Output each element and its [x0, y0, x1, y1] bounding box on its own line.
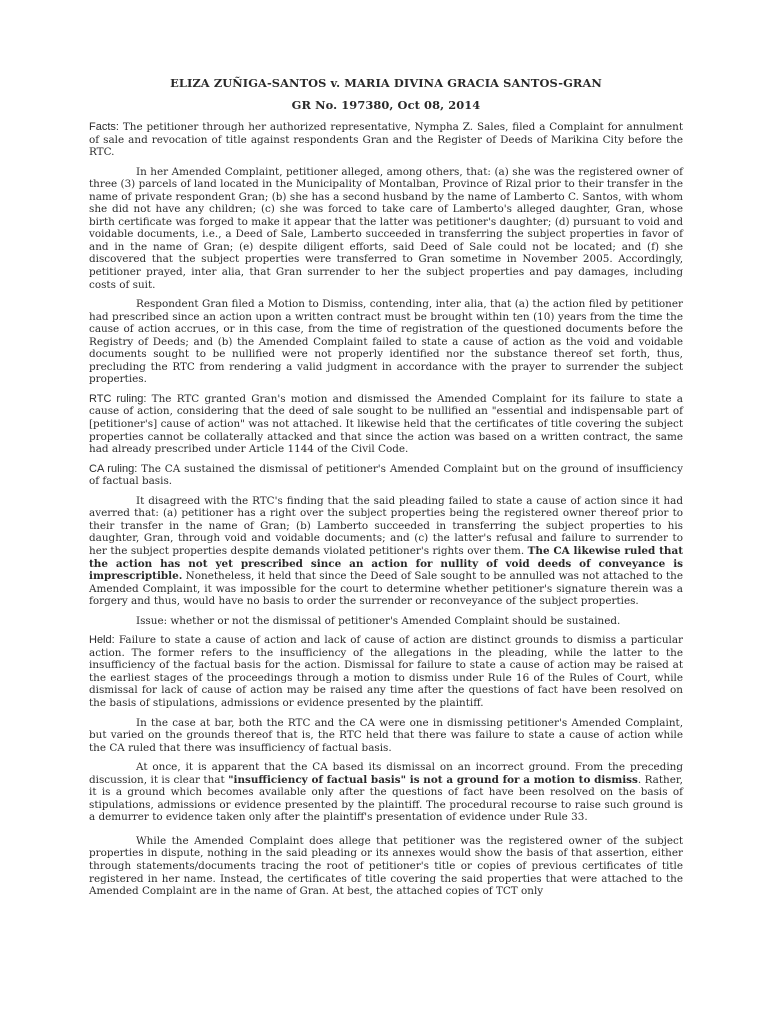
- facts-paragraph: [89, 121, 683, 159]
- at-once-paragraph: [89, 761, 683, 824]
- facts-text: The petitioner through her authorized representative, Nympha Z. Sales, filed a Complaint for annulment of sale and revocation of title against respondents Gran and the Register of Deeds of Marikina City before the RTC.: [89, 121, 683, 159]
- disagreed-text-1: It disagreed with the RTC's finding that the said pleading failed to state a cause of action since it had averred that: (a) petitioner has a right over the subject properties being the registered owner thereof prior to their transfer in the name of Gran; (b) Lamberto succeeded in transferring the subject properties to his daughter, Gran, through void and voidable documents; and (c) the latter's refusal and failure to surrender to her the subject properties despite demands violated petitioner's rights over them.: [89, 494, 683, 557]
- held-paragraph: [89, 634, 683, 709]
- while-paragraph: While the Amended Complaint does allege that petitioner was the registered owner of the subject properties in dispute, nothing in the said pleading or its annexes would show the basis of that assertion, either through statements/documents tracing the root of petitioner's title or copies of previous certificates of title registered in her name. Instead, the certificates of title covering the said properties that were attached to the Amended Complaint are in the name of Gran. At best, the attached copies of TCT only: [89, 834, 683, 898]
- at-once-text-1: At once, it is apparent that the CA based its dismissal on an incorrect ground. From the preceding discussion, it is clear that: [89, 761, 683, 786]
- at-once-text-2: . Rather, it is a ground which becomes available only after the questions of fact have been resolved on the basis of stipulations, admissions or evidence presented by the plaintiff. The procedural recourse to raise such ground is a demurrer to evidence taken only after the plaintiff's presentation of evidence under Rule 33.: [89, 773, 683, 824]
- amended-complaint-paragraph: In her Amended Complaint, petitioner alleged, among others, that: (a) she was the registered owner of three (3) parcels of land located in the Municipality of Montalban, Province of Rizal prior to their transfer in the name of private respondent Gran; (b) she has a second husband by the name of Lamberto C. Santos, with whom she did not have any children; (c) she was forced to take care of Lamberto's alleged daughter, Gran, whose birth certificate was forged to make it appear that the latter was petitioner's daughter; (d) pursuant to void and voidable documents, i.e., a Deed of Sale, Lamberto succeeded in transferring the subject properties in favor of and in the name of Gran; (e) despite diligent efforts, said Deed of Sale could not be located; and (f) she discovered that the subject properties were transferred to Gran sometime in November 2005. Accordingly, petitioner prayed, inter alia, that Gran surrender to her the subject properties and pay damages, including costs of suit.: [89, 165, 683, 291]
- rtc-ruling-paragraph: [89, 393, 683, 456]
- ca-ruling-text: The CA sustained the dismissal of petitioner's Amended Complaint but on the ground of insufficiency of factual basis.: [89, 462, 683, 488]
- held-text: Failure to state a cause of action and lack of cause of action are distinct grounds to dismiss a particular action. The former refers to the insufficiency of the allegations in the pleading, while the latter to the insufficiency of the factual basis for the action. Dismissal for failure to state a cause of action may be raised at the earliest stages of the proceedings through a motion to dismiss under Rule 16 of the Rules of Court, while dismissal for lack of cause of action may be raised any time after the questions of fact have been resolved on the basis of stipulations, admissions or evidence presented by the plaintiff.: [89, 634, 683, 709]
- issue-paragraph: Issue: whether or not the dismissal of petitioner's Amended Complaint should be sustained.: [136, 614, 621, 627]
- rtc-ruling-label: RTC ruling:: [89, 392, 147, 405]
- gr-number: GR No. 197380, Oct 08, 2014: [291, 98, 481, 112]
- case-title: ELIZA ZUÑIGA-SANTOS v. MARIA DIVINA GRACIA SANTOS-GRAN: [170, 76, 602, 90]
- facts-label: Facts:: [89, 121, 119, 133]
- rtc-ruling-text: The RTC granted Gran's motion and dismissed the Amended Complaint for its failure to state a cause of action, considering that the deed of sale sought to be nullified an "essential and indispensable part of [petitioner's] cause of action" was not attached. It likewise held that the certificates of title covering the subject properties cannot be collaterally attacked and that since the action was based on a written contract, the same had already prescribed under Article 1144 of the Civil Code.: [89, 392, 683, 456]
- ca-ruling-paragraph: [89, 463, 683, 488]
- motion-to-dismiss-paragraph: Respondent Gran filed a Motion to Dismiss, contending, inter alia, that (a) the action filed by petitioner had prescribed since an action upon a written contract must be brought within ten (10) years from the time the cause of action accrues, or in this case, from the time of registration of the questioned documents before the Registry of Deeds; and (b) the Amended Complaint failed to state a cause of action as the void and voidable documents sought to be nullified were not properly identified nor the substance thereof set forth, thus, precluding the RTC from rendering a valid judgment in accordance with the prayer to surrender the subject properties.: [89, 298, 683, 386]
- held-label: Held:: [89, 634, 115, 647]
- disagreed-bold-text: The CA likewise ruled that the action has not yet prescribed since an action for nullity of void deeds of conveyance is imprescriptible.: [89, 544, 683, 583]
- disagreed-text-2: Nonetheless, it held that since the Deed of Sale sought to be annulled was not attached to the Amended Complaint, it was impossible for the court to determine whether petitioner's signature therein was a forgery and thus, would have no basis to order the surrender or reconveyance of the subject properties.: [89, 570, 683, 608]
- case-at-bar-paragraph: In the case at bar, both the RTC and the CA were one in dismissing petitioner's Amended Complaint, but varied on the grounds thereof that is, the RTC held that there was failure to state a cause of action while the CA ruled that there was insufficiency of factual basis.: [89, 716, 683, 754]
- disagreed-paragraph: [89, 495, 683, 608]
- ca-ruling-label: CA ruling:: [89, 462, 138, 475]
- at-once-bold-text: "insufficiency of factual basis" is not a ground for a motion to dismiss: [228, 773, 638, 786]
